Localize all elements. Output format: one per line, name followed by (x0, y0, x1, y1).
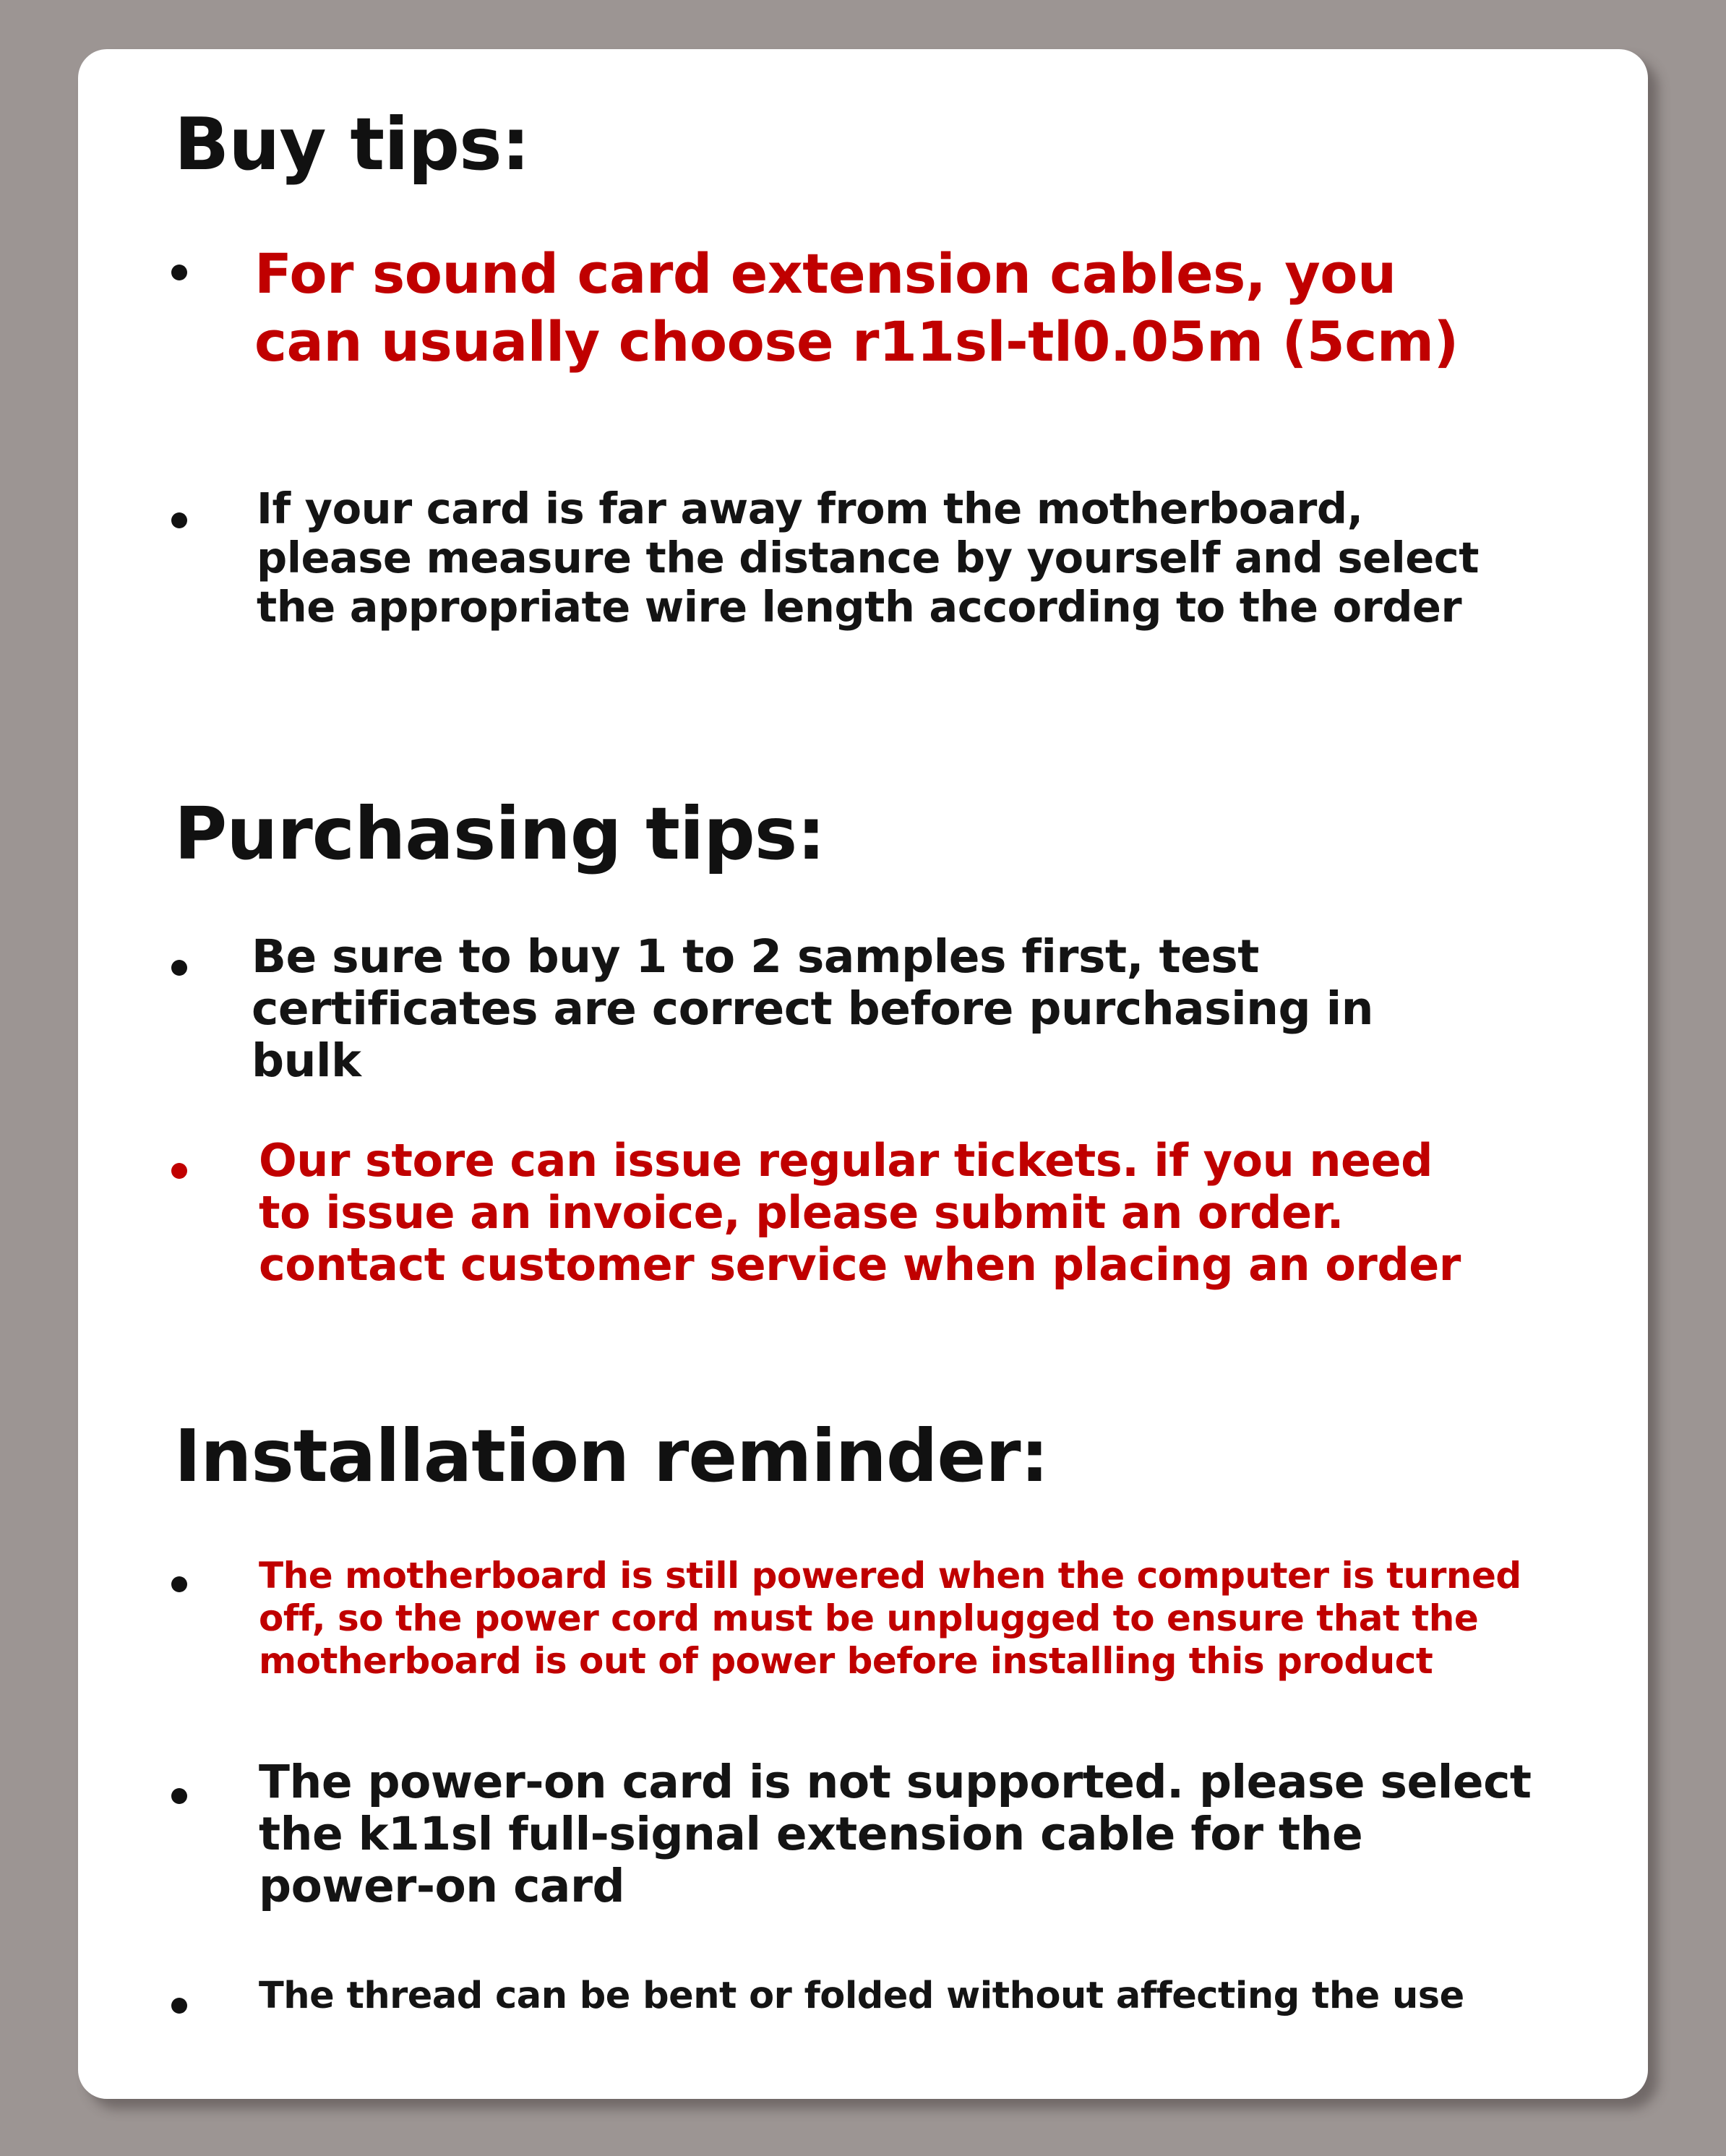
buy-tip-sound-card-cable: For sound card extension cables, you can usually choose r11sl-tl0.05m (5cm) (254, 241, 1459, 374)
installation-tip-power-on-card: The power-on card is not supported. please select the k11sl full-signal extension cable for the power-on card (259, 1756, 1532, 1912)
bullet-icon (171, 1163, 187, 1179)
bullet-icon (171, 960, 187, 976)
bullet-icon (171, 1998, 187, 2014)
purchasing-tip-samples-first: Be sure to buy 1 to 2 samples first, test certificates are correct before purchasing in bulk (252, 930, 1374, 1087)
bullet-icon (171, 265, 187, 280)
installation-tip-unplug-power: The motherboard is still powered when the computer is turned off, so the power cord must be unplugged to ensure that the motherboard is out of power before installing this product (259, 1555, 1521, 1682)
bullet-icon (171, 1576, 187, 1592)
buy-tip-measure-distance: If your card is far away from the motherboard, please measure the distance by yourself and select the appropriate wire length according to the order (257, 484, 1479, 632)
tips-card (78, 49, 1648, 2099)
heading-buy-tips: Buy tips: (174, 102, 530, 186)
installation-tip-thread-bendable: The thread can be bent or folded without affecting the use (259, 1975, 1464, 2017)
heading-purchasing-tips: Purchasing tips: (174, 791, 825, 876)
purchasing-tip-invoice: Our store can issue regular tickets. if you need to issue an invoice, please submit an order. contact customer service when placing an order (259, 1134, 1461, 1291)
bullet-icon (171, 512, 187, 528)
heading-installation-reminder: Installation reminder: (174, 1414, 1049, 1498)
bullet-icon (171, 1788, 187, 1804)
